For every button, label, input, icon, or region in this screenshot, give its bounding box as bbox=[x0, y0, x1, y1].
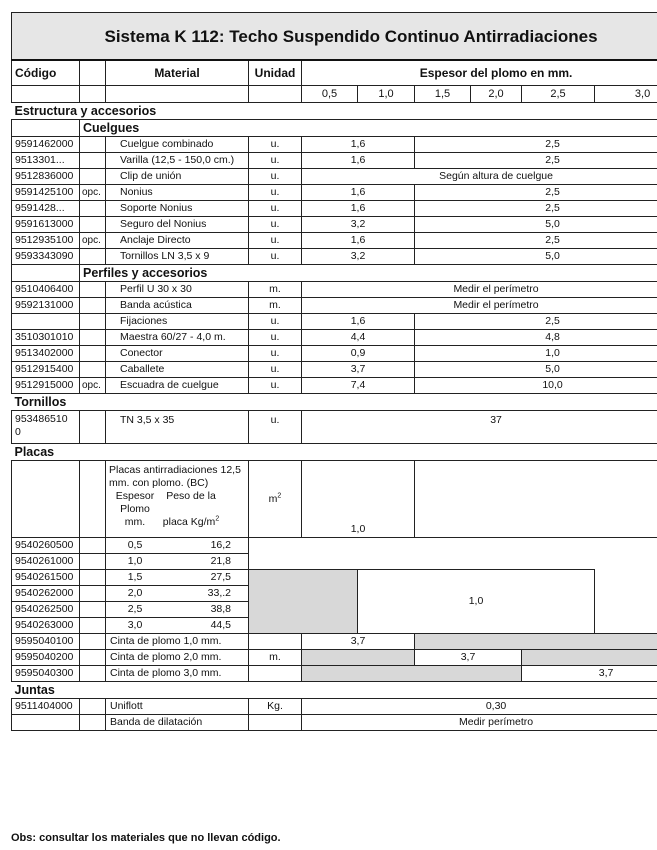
table-row bbox=[12, 715, 657, 731]
table-row bbox=[12, 314, 657, 330]
table-cell-opc bbox=[80, 362, 106, 378]
table-cell-material: Uniflott bbox=[106, 699, 249, 715]
table-cell-opc bbox=[80, 602, 106, 618]
table-cell-opc bbox=[80, 586, 106, 602]
table-cell-value: 3,7 bbox=[302, 634, 415, 650]
table-cell-code bbox=[12, 314, 80, 330]
table-cell-code: 9540261000 bbox=[12, 554, 80, 570]
table-cell-value: 10,0 bbox=[415, 378, 657, 394]
table-cell-value bbox=[522, 650, 657, 666]
table-cell-value: 3,7 bbox=[522, 666, 657, 682]
plomo-value: 2,0 bbox=[127, 587, 143, 599]
table-cell-material: Cinta de plomo 1,0 mm. bbox=[106, 634, 249, 650]
table-cell-code: 9513402000 bbox=[12, 346, 80, 362]
table-cell-opc: opc. bbox=[80, 378, 106, 394]
table-cell-unit: m. bbox=[249, 298, 302, 314]
table-row bbox=[12, 217, 657, 233]
thickness-header: 2,0 bbox=[471, 86, 522, 103]
section-perfiles: Perfiles y accesorios bbox=[80, 265, 657, 282]
table-cell-value: 1,6 bbox=[302, 153, 415, 169]
table-cell-opc bbox=[80, 137, 106, 153]
table-cell-value: 1,6 bbox=[302, 185, 415, 201]
table-cell-opc bbox=[80, 666, 106, 682]
table-cell-material: Nonius bbox=[106, 185, 249, 201]
table-cell-value: 2,5 bbox=[415, 185, 657, 201]
materials-table bbox=[11, 12, 657, 731]
table-row bbox=[12, 346, 657, 362]
table-cell-unit: m. bbox=[249, 282, 302, 298]
table-row bbox=[12, 650, 657, 666]
plomo-value: 1,5 bbox=[127, 571, 143, 583]
table-cell-unit: u. bbox=[249, 153, 302, 169]
table-cell-material: Escuadra de cuelgue bbox=[106, 378, 249, 394]
table-cell-plomo-peso bbox=[106, 570, 249, 586]
table-cell-value: 2,5 bbox=[415, 314, 657, 330]
table-cell-opc bbox=[80, 314, 106, 330]
peso-value: 38,8 bbox=[210, 603, 231, 615]
table-cell-unit bbox=[249, 715, 302, 731]
cuelgues-rows bbox=[12, 137, 657, 265]
table-cell-unit: u. bbox=[249, 314, 302, 330]
table-cell-code: 9540260500 bbox=[12, 538, 80, 554]
placas-unit: $m^2$ bbox=[249, 461, 302, 538]
header-espesor: Espesor del plomo en mm. bbox=[302, 60, 657, 86]
table-cell-material: Varilla (12,5 - 150,0 cm.) bbox=[106, 153, 249, 169]
table-cell-code: 9512935100 bbox=[12, 233, 80, 249]
table-cell-code: 9591462000 bbox=[12, 137, 80, 153]
thickness-header: 3,0 bbox=[595, 86, 657, 103]
table-cell-value: 5,0 bbox=[415, 217, 657, 233]
table-cell-code: 9512915400 bbox=[12, 362, 80, 378]
table-cell-code: 9595040200 bbox=[12, 650, 80, 666]
table-cell-value: 37 bbox=[302, 411, 657, 444]
table-cell-plomo-peso bbox=[106, 586, 249, 602]
peso-value: 27,5 bbox=[210, 571, 231, 583]
table-cell-opc bbox=[80, 538, 106, 554]
table-cell-value: 1,6 bbox=[302, 201, 415, 217]
table-row bbox=[12, 666, 657, 682]
table-cell-material: Fijaciones bbox=[106, 314, 249, 330]
table-row bbox=[12, 282, 657, 298]
table-cell-value bbox=[302, 666, 522, 682]
thickness-header: 1,0 bbox=[358, 86, 415, 103]
table-cell-value bbox=[249, 570, 358, 634]
table-cell-code: 953486510 0 bbox=[12, 411, 80, 444]
table-cell-value: Medir el perímetro bbox=[302, 282, 657, 298]
table-cell-opc bbox=[80, 298, 106, 314]
table-cell-value: 0,9 bbox=[302, 346, 415, 362]
table-cell-value: 2,5 bbox=[415, 233, 657, 249]
table-cell-material: Anclaje Directo bbox=[106, 233, 249, 249]
table-row bbox=[12, 233, 657, 249]
table-cell-material: Cinta de plomo 3,0 mm. bbox=[106, 666, 249, 682]
table-row bbox=[12, 185, 657, 201]
table-cell-value: 2,5 bbox=[415, 201, 657, 217]
table-row bbox=[12, 378, 657, 394]
table-cell-opc bbox=[80, 330, 106, 346]
table-cell-code: 9595040100 bbox=[12, 634, 80, 650]
table-cell-code: 9592131000 bbox=[12, 298, 80, 314]
table-cell-value: 1,0 bbox=[358, 570, 595, 634]
thickness-header: 1,5 bbox=[415, 86, 471, 103]
table-row bbox=[12, 153, 657, 169]
table-cell-value: Según altura de cuelgue bbox=[302, 169, 657, 185]
perfiles-rows bbox=[12, 282, 657, 394]
table-cell-value: 3,7 bbox=[302, 362, 415, 378]
table-cell-unit: u. bbox=[249, 169, 302, 185]
table-cell-unit bbox=[249, 634, 302, 650]
table-cell-opc bbox=[80, 169, 106, 185]
table-cell-value: Medir el perímetro bbox=[302, 298, 657, 314]
section-juntas: Juntas bbox=[12, 682, 657, 699]
table-cell-unit: u. bbox=[249, 249, 302, 265]
table-cell-material: Conector bbox=[106, 346, 249, 362]
table-cell-value: 4,8 bbox=[415, 330, 657, 346]
table-cell-material: Clip de unión bbox=[106, 169, 249, 185]
table-row bbox=[12, 298, 657, 314]
table-cell-unit: u. bbox=[249, 233, 302, 249]
table-cell-opc bbox=[80, 217, 106, 233]
table-cell-code: 9540262000 bbox=[12, 586, 80, 602]
peso-value: 21,8 bbox=[210, 555, 231, 567]
table-cell-material: Perfil U 30 x 30 bbox=[106, 282, 249, 298]
table-cell-material: Cuelgue combinado bbox=[106, 137, 249, 153]
table-cell-material: TN 3,5 x 35 bbox=[106, 411, 249, 444]
table-cell-value: Medir perímetro bbox=[302, 715, 657, 731]
table-cell-code: 9510406400 bbox=[12, 282, 80, 298]
table-cell-unit: Kg. bbox=[249, 699, 302, 715]
juntas-rows bbox=[12, 699, 657, 731]
plomo-value: 3,0 bbox=[127, 619, 143, 631]
table-cell-unit: u. bbox=[249, 330, 302, 346]
table-cell-opc bbox=[80, 282, 106, 298]
table-cell-opc bbox=[80, 699, 106, 715]
table-cell-unit bbox=[249, 666, 302, 682]
table-cell-unit: u. bbox=[249, 378, 302, 394]
table-cell-code: 9511404000 bbox=[12, 699, 80, 715]
table-cell-value: 3,2 bbox=[302, 249, 415, 265]
table-cell-code: 9512836000 bbox=[12, 169, 80, 185]
section-cuelgues: Cuelgues bbox=[80, 120, 657, 137]
table-cell-material: Seguro del Nonius bbox=[106, 217, 249, 233]
table-cell-material: Cinta de plomo 2,0 mm. bbox=[106, 650, 249, 666]
plomo-value: 0,5 bbox=[127, 539, 143, 551]
table-cell-value: 5,0 bbox=[415, 362, 657, 378]
table-cell-plomo-peso bbox=[106, 602, 249, 618]
table-cell-value: 0,30 bbox=[302, 699, 657, 715]
table-cell-opc bbox=[80, 650, 106, 666]
peso-value: 44,5 bbox=[210, 619, 231, 631]
table-cell-value: 3,7 bbox=[415, 650, 522, 666]
table-cell-unit: u. bbox=[249, 137, 302, 153]
cintas-rows bbox=[12, 634, 657, 682]
table-cell-code: 9512915000 bbox=[12, 378, 80, 394]
table-cell-unit: u. bbox=[249, 185, 302, 201]
table-cell-plomo-peso bbox=[106, 618, 249, 634]
table-cell-value: 1,0 bbox=[302, 461, 415, 538]
table-cell-value: 1,6 bbox=[302, 137, 415, 153]
table-cell-value: 1,0 bbox=[415, 346, 657, 362]
section-tornillos: Tornillos bbox=[12, 394, 657, 411]
document-page bbox=[11, 12, 651, 731]
table-cell-code: 3510301010 bbox=[12, 330, 80, 346]
table-cell-material: Banda de dilatación bbox=[106, 715, 249, 731]
table-row bbox=[12, 699, 657, 715]
table-row bbox=[12, 249, 657, 265]
table-row bbox=[12, 169, 657, 185]
footnote: Obs: consultar los materiales que no llevan código. bbox=[11, 832, 281, 844]
table-cell-opc bbox=[80, 618, 106, 634]
header-opc bbox=[80, 60, 106, 86]
table-cell-value: 4,4 bbox=[302, 330, 415, 346]
table-cell-value: 1,6 bbox=[302, 233, 415, 249]
section-placas: Placas bbox=[12, 444, 657, 461]
table-row bbox=[12, 201, 657, 217]
thickness-header: 2,5 bbox=[522, 86, 595, 103]
table-cell-code: 9593343090 bbox=[12, 249, 80, 265]
peso-value: 33,.2 bbox=[207, 587, 231, 599]
thickness-header: 0,5 bbox=[302, 86, 358, 103]
table-cell-value: 1,6 bbox=[302, 314, 415, 330]
table-cell-opc bbox=[80, 153, 106, 169]
table-cell-code: 9591428... bbox=[12, 201, 80, 217]
table-cell-material: Tornillos LN 3,5 x 9 bbox=[106, 249, 249, 265]
table-cell-opc bbox=[80, 554, 106, 570]
table-cell-value: 2,5 bbox=[415, 153, 657, 169]
placas-rows bbox=[12, 538, 657, 634]
table-cell-opc: opc. bbox=[80, 233, 106, 249]
table-cell-code: 9540261500 bbox=[12, 570, 80, 586]
header-unidad: Unidad bbox=[249, 60, 302, 86]
table-cell-material: Maestra 60/27 - 4,0 m. bbox=[106, 330, 249, 346]
table-row bbox=[12, 634, 657, 650]
page-title: Sistema K 112: Techo Suspendido Continuo Antirradiaciones bbox=[12, 13, 657, 61]
header-codigo: Código bbox=[12, 60, 80, 86]
table-cell-value: 3,2 bbox=[302, 217, 415, 233]
table-row bbox=[12, 362, 657, 378]
table-cell-value: 5,0 bbox=[415, 249, 657, 265]
table-row bbox=[12, 570, 657, 586]
table-cell-opc: opc. bbox=[80, 185, 106, 201]
table-cell-unit: u. bbox=[249, 217, 302, 233]
table-cell-unit: u. bbox=[249, 201, 302, 217]
table-cell-code: 9591613000 bbox=[12, 217, 80, 233]
table-cell-value bbox=[415, 634, 657, 650]
table-row bbox=[12, 330, 657, 346]
table-cell-material: Soporte Nonius bbox=[106, 201, 249, 217]
table-cell-code: 9513301... bbox=[12, 153, 80, 169]
table-cell-opc bbox=[80, 715, 106, 731]
table-cell-unit: u. bbox=[249, 411, 302, 444]
table-cell-material: Banda acústica bbox=[106, 298, 249, 314]
table-cell-code: 9591425100 bbox=[12, 185, 80, 201]
table-cell-value: 7,4 bbox=[302, 378, 415, 394]
table-cell-unit: u. bbox=[249, 346, 302, 362]
table-cell-value: 2,5 bbox=[415, 137, 657, 153]
plomo-value: 1,0 bbox=[127, 555, 143, 567]
table-cell-opc bbox=[80, 570, 106, 586]
table-cell-code: 9595040300 bbox=[12, 666, 80, 682]
plomo-value: 2,5 bbox=[127, 603, 143, 615]
table-cell-unit: u. bbox=[249, 362, 302, 378]
table-cell-opc bbox=[80, 634, 106, 650]
table-cell-code bbox=[12, 715, 80, 731]
table-cell-material: Caballete bbox=[106, 362, 249, 378]
table-cell-plomo-peso bbox=[106, 538, 249, 554]
placas-description-cell: Placas antirradiaciones 12,5 mm. con plomo. (BC) Espesor Peso de la Plomo mm. placa $Kg/m^2$ bbox=[106, 461, 249, 538]
section-estructura: Estructura y accesorios bbox=[12, 103, 657, 120]
table-cell-code: 9540263000 bbox=[12, 618, 80, 634]
table-cell-opc bbox=[80, 346, 106, 362]
table-cell-opc bbox=[80, 201, 106, 217]
table-row bbox=[12, 538, 657, 554]
header-material: Material bbox=[106, 60, 249, 86]
table-cell-value bbox=[302, 650, 415, 666]
peso-value: 16,2 bbox=[210, 539, 231, 551]
table-cell-unit: m. bbox=[249, 650, 302, 666]
table-cell-code: 9540262500 bbox=[12, 602, 80, 618]
table-cell-opc bbox=[80, 249, 106, 265]
table-row bbox=[12, 137, 657, 153]
table-row bbox=[12, 554, 657, 570]
table-cell-plomo-peso bbox=[106, 554, 249, 570]
